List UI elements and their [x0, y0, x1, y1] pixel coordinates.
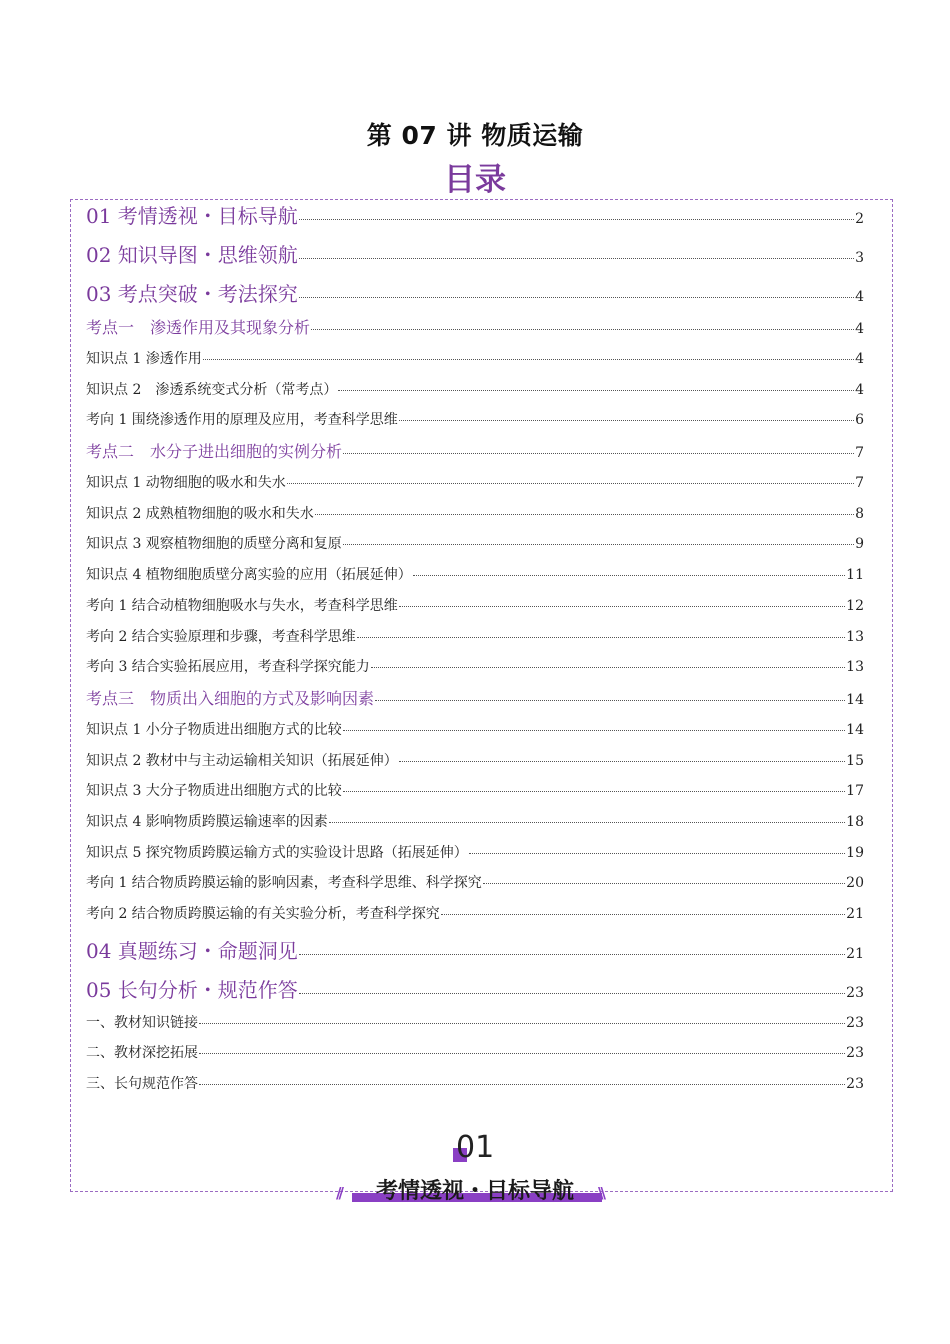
toc-dot-leader [375, 700, 845, 701]
toc-entry-label: 03 考点突破・考法探究 [86, 282, 298, 306]
toc-entry[interactable] [86, 806, 864, 837]
toc-entry-label: 知识点 4 影响物质跨膜运输速率的因素 [86, 813, 328, 830]
toc-dot-leader [441, 914, 845, 915]
toc-entry-label: 知识点 1 动物细胞的吸水和失水 [86, 475, 286, 492]
toc-entry[interactable] [86, 1007, 864, 1038]
toc-page-number: 21 [846, 906, 864, 922]
toc-page-number: 17 [846, 783, 864, 800]
toc-page-number: 23 [846, 1045, 864, 1062]
toc-entry[interactable] [86, 1068, 864, 1099]
toc-entry-label: 考点一 渗透作用及其现象分析 [86, 318, 311, 337]
toc-dot-leader [399, 420, 854, 421]
toc-page-number: 9 [855, 536, 864, 553]
toc-entry-label: 知识点 4 植物细胞质壁分离实验的应用（拓展延伸） [86, 567, 412, 584]
toc-entry[interactable] [86, 775, 864, 806]
toc-dot-leader [311, 329, 854, 330]
toc-page-number: 4 [855, 289, 864, 305]
toc-dot-leader [203, 359, 854, 360]
toc-entry-label: 知识点 1 小分子物质进出细胞方式的比较 [86, 721, 342, 738]
toc-dot-leader [299, 993, 845, 994]
toc-page-number: 3 [855, 250, 864, 266]
toc-page-number: 14 [846, 721, 864, 738]
toc-entry-label: 考向 1 结合动植物细胞吸水与失水，考查科学思维 [86, 597, 398, 614]
toc-entry[interactable] [86, 498, 864, 529]
toc-dot-leader [287, 483, 854, 484]
toc-entry-label: 01 考情透视・目标导航 [86, 204, 298, 228]
toc-dot-leader [329, 822, 845, 823]
toc-page-number: 2 [855, 211, 864, 227]
toc-entry[interactable] [86, 435, 864, 467]
toc-entry-label: 知识点 2 成熟植物细胞的吸水和失水 [86, 505, 314, 522]
toc-entry-label: 知识点 5 探究物质跨膜运输方式的实验设计思路（拓展延伸） [86, 844, 468, 861]
toc-dot-leader [299, 219, 854, 220]
toc-entry-label: 知识点 3 观察植物细胞的质壁分离和复原 [86, 536, 342, 553]
document-title: 第 07 讲 物质运输 [366, 121, 584, 150]
toc-entry[interactable] [86, 590, 864, 621]
toc-heading: 目录 [444, 162, 506, 198]
toc-page-number: 13 [846, 659, 864, 676]
toc-page-number: 8 [855, 505, 864, 522]
toc-entry-label: 知识点 1 渗透作用 [86, 351, 202, 367]
toc-entry[interactable] [86, 194, 864, 233]
toc-page-number: 4 [855, 321, 864, 337]
toc-dot-leader [315, 514, 854, 515]
toc-entry[interactable] [86, 343, 864, 374]
toc-entry-label: 知识点 3 大分子物质进出细胞方式的比较 [86, 783, 342, 800]
toc-page-number: 15 [846, 752, 864, 769]
toc-entry[interactable] [86, 968, 864, 1007]
toc-dot-leader [399, 606, 845, 607]
toc-entry-label: 知识点 2 教材中与主动运输相关知识（拓展延伸） [86, 752, 398, 769]
toc-entry[interactable] [86, 559, 864, 590]
right-slash-mark: \\ [598, 1184, 603, 1202]
toc-page-number: 19 [846, 844, 864, 861]
toc-dot-leader [299, 258, 854, 259]
toc-dot-leader [338, 390, 854, 391]
toc-entry[interactable] [86, 467, 864, 498]
toc-dot-leader [483, 883, 845, 884]
toc-entry-label: 考点三 物质出入细胞的方式及影响因素 [86, 688, 375, 708]
toc-entry-label: 考向 2 结合物质跨膜运输的有关实验分析，考查科学探究 [86, 906, 440, 922]
toc-entry-label: 02 知识导图・思维领航 [86, 243, 298, 267]
toc-dot-leader [343, 791, 845, 792]
toc-entry[interactable] [86, 867, 864, 898]
toc-entry-label: 知识点 2 渗透系统变式分析（常考点） [86, 381, 338, 398]
toc-dot-leader [399, 761, 845, 762]
toc-entry-label: 考向 3 结合实验拓展应用，考查科学探究能力 [86, 659, 370, 676]
toc-page-number: 18 [846, 813, 864, 830]
section-title: 考情透视・目标导航 [375, 1179, 574, 1204]
table-of-contents [86, 194, 864, 1099]
toc-dot-leader [343, 544, 854, 545]
toc-entry[interactable] [86, 898, 864, 929]
toc-entry-label: 考向 2 结合实验原理和步骤，考查科学思维 [86, 628, 356, 645]
toc-page-number: 20 [846, 875, 864, 892]
toc-page-number: 6 [855, 412, 864, 429]
toc-entry[interactable] [86, 374, 864, 405]
toc-page-number: 11 [846, 567, 864, 584]
toc-entry-label: 考向 1 围绕渗透作用的原理及应用，考查科学思维 [86, 412, 398, 429]
toc-entry[interactable] [86, 714, 864, 745]
toc-entry[interactable] [86, 233, 864, 272]
toc-dot-leader [413, 575, 845, 576]
toc-page-number: 23 [846, 1076, 864, 1093]
toc-dot-leader [357, 637, 845, 638]
toc-entry[interactable] [86, 404, 864, 435]
toc-entry-label: 一、教材知识链接 [86, 1014, 198, 1031]
toc-page-number: 12 [846, 597, 864, 614]
toc-dot-leader [371, 667, 845, 668]
toc-entry-label: 05 长句分析・规范作答 [86, 977, 298, 1002]
toc-dot-leader [199, 1053, 845, 1054]
toc-dot-leader [299, 954, 845, 955]
toc-page-number: 4 [855, 351, 864, 367]
toc-page-number: 7 [855, 445, 864, 462]
toc-page-number: 7 [855, 475, 864, 492]
toc-entry[interactable] [86, 528, 864, 559]
left-slash-mark: // [336, 1184, 341, 1202]
toc-entry[interactable] [86, 837, 864, 868]
toc-page-number: 21 [846, 945, 864, 962]
toc-entry-label: 三、长句规范作答 [86, 1076, 198, 1093]
toc-entry[interactable] [86, 929, 864, 968]
toc-entry-label: 04 真题练习・命题洞见 [86, 938, 298, 963]
toc-dot-leader [299, 297, 854, 298]
toc-entry-label: 考点二 水分子进出细胞的实例分析 [86, 442, 343, 462]
toc-entry[interactable] [86, 651, 864, 682]
toc-page-number: 23 [846, 1014, 864, 1031]
toc-dot-leader [199, 1023, 845, 1024]
toc-entry-label: 二、教材深挖拓展 [86, 1045, 198, 1062]
toc-page-number: 14 [846, 691, 864, 708]
toc-dot-leader [199, 1084, 845, 1085]
toc-entry[interactable] [86, 621, 864, 652]
toc-entry[interactable] [86, 745, 864, 776]
toc-dot-leader [469, 853, 845, 854]
toc-entry-label: 考向 1 结合物质跨膜运输的影响因素，考查科学思维、科学探究 [86, 875, 482, 892]
toc-entry[interactable] [86, 311, 864, 343]
toc-entry[interactable] [86, 682, 864, 714]
section-number: 01 [456, 1130, 495, 1165]
toc-page-number: 23 [846, 984, 864, 1001]
toc-dot-leader [343, 730, 845, 731]
toc-dot-leader [343, 453, 854, 454]
toc-entry[interactable] [86, 1037, 864, 1068]
toc-page-number: 4 [855, 381, 864, 398]
toc-entry[interactable] [86, 272, 864, 311]
section-badge [330, 1130, 620, 1210]
toc-page-number: 13 [846, 628, 864, 645]
